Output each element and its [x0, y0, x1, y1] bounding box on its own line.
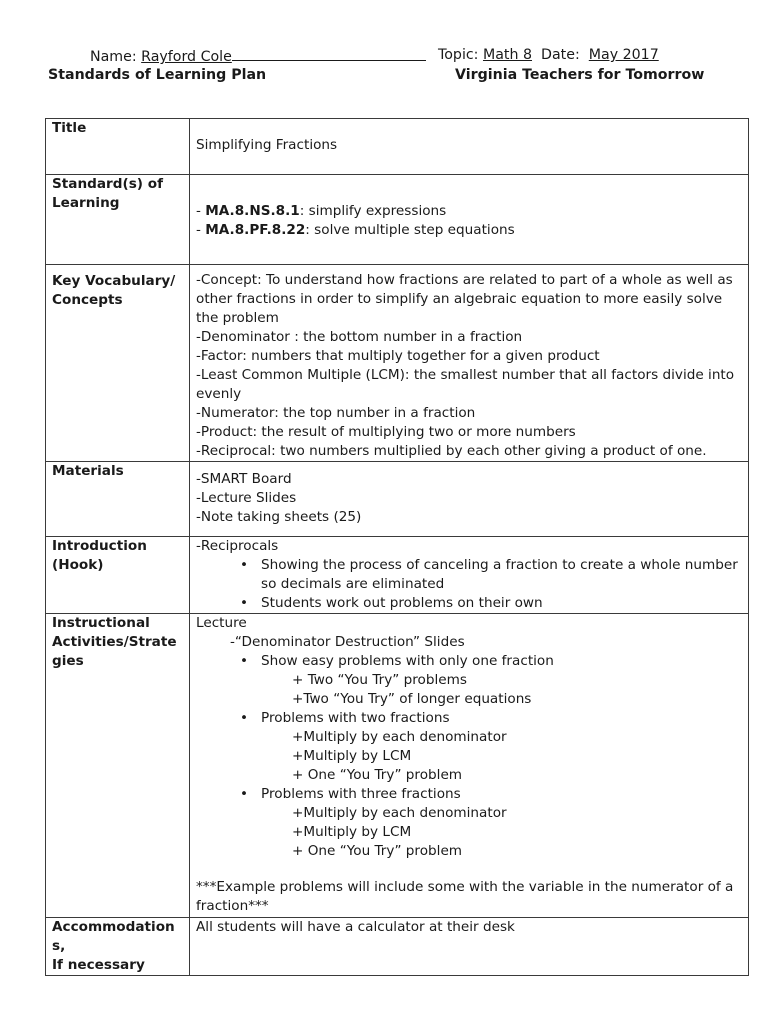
row-accommodations — [46, 918, 749, 976]
activity-sub: + One “You Try” problem — [292, 767, 463, 783]
vocab-line: -Factor: numbers that multiply together for a given product — [196, 348, 600, 364]
vocab-line: -Numerator: the top number in a fraction — [196, 405, 476, 421]
activity-bullet: • Problems with three fractions — [261, 785, 742, 804]
introduction-content — [190, 537, 749, 614]
plan-title: Standards of Learning Plan — [48, 67, 267, 83]
title-label: Title — [46, 119, 190, 175]
row-instructional — [46, 614, 749, 918]
topic-line — [438, 47, 659, 63]
accommodations-label: Accommodation s, If necessary — [46, 918, 190, 976]
instructional-content — [190, 614, 749, 918]
vocab-line: -Reciprocal: two numbers multiplied by each other giving a product of one. — [196, 443, 707, 459]
lesson-title: Simplifying Fractions — [196, 137, 338, 153]
standard-code: MA.8.PF.8.22 — [205, 222, 306, 238]
topic-label: Topic: — [438, 47, 479, 63]
material-item: -Lecture Slides — [196, 490, 297, 506]
vocabulary-content — [190, 265, 749, 462]
instructional-label: Instructional Activities/Strate gies — [46, 614, 190, 918]
introduction-heading: -Reciprocals — [196, 538, 279, 554]
organization: Virginia Teachers for Tomorrow — [455, 67, 705, 83]
vocab-line: -Denominator : the bottom number in a fraction — [196, 329, 523, 345]
activity-bullet: • Show easy problems with only one fraction — [261, 652, 742, 671]
title-content — [190, 119, 749, 175]
standard-item: - MA.8.NS.8.1: simplify expressions — [196, 203, 447, 219]
name-line — [90, 47, 426, 65]
introduction-label: Introduction (Hook) — [46, 537, 190, 614]
row-standards — [46, 175, 749, 265]
activity-sub: + One “You Try” problem — [292, 843, 463, 859]
row-materials — [46, 462, 749, 537]
standard-code: MA.8.NS.8.1 — [205, 203, 300, 219]
example-note: ***Example problems will include some with the variable in the numerator of a fraction*** — [196, 879, 734, 914]
instructional-heading: Lecture — [196, 615, 247, 631]
date-value: May 2017 — [588, 47, 659, 63]
vocabulary-label: Key Vocabulary/ Concepts — [46, 265, 190, 462]
standards-label: Standard(s) of Learning — [46, 175, 190, 265]
activity-bullet: • Problems with two fractions — [261, 709, 742, 728]
slides-title: -“Denominator Destruction” Slides — [230, 634, 465, 650]
activity-sub: +Two “You Try” of longer equations — [292, 691, 532, 707]
name-underline — [232, 47, 426, 61]
material-item: -SMART Board — [196, 471, 292, 487]
materials-content — [190, 462, 749, 537]
vocab-line: -Least Common Multiple (LCM): the smallest number that all factors divide into evenly — [196, 367, 735, 402]
introduction-bullet: • Showing the process of canceling a fraction to create a whole number so decimals are eliminated — [261, 556, 742, 594]
topic-value: Math 8 — [482, 47, 533, 63]
name-value: Rayford Cole — [141, 49, 232, 65]
lesson-plan-table — [45, 118, 749, 976]
activity-sub: + Two “You Try” problems — [292, 672, 467, 688]
vocab-line: -Product: the result of multiplying two or more numbers — [196, 424, 576, 440]
accommodations-content: All students will have a calculator at their desk — [190, 918, 749, 976]
standard-item: - MA.8.PF.8.22: solve multiple step equations — [196, 222, 515, 238]
date-label: Date: — [541, 47, 580, 63]
row-vocabulary — [46, 265, 749, 462]
activity-sub: +Multiply by LCM — [292, 748, 412, 764]
standards-content — [190, 175, 749, 265]
activity-sub: +Multiply by LCM — [292, 824, 412, 840]
material-item: -Note taking sheets (25) — [196, 509, 362, 525]
introduction-bullet: • Students work out problems on their own — [261, 594, 742, 613]
row-title — [46, 119, 749, 175]
activity-sub: +Multiply by each denominator — [292, 729, 507, 745]
materials-label: Materials — [46, 462, 190, 537]
activity-sub: +Multiply by each denominator — [292, 805, 507, 821]
vocab-line: -Concept: To understand how fractions are related to part of a whole as well as other fractions in order to simplify an algebraic equation to more easily solve the problem — [196, 272, 733, 326]
name-label: Name: — [90, 49, 137, 65]
row-introduction — [46, 537, 749, 614]
